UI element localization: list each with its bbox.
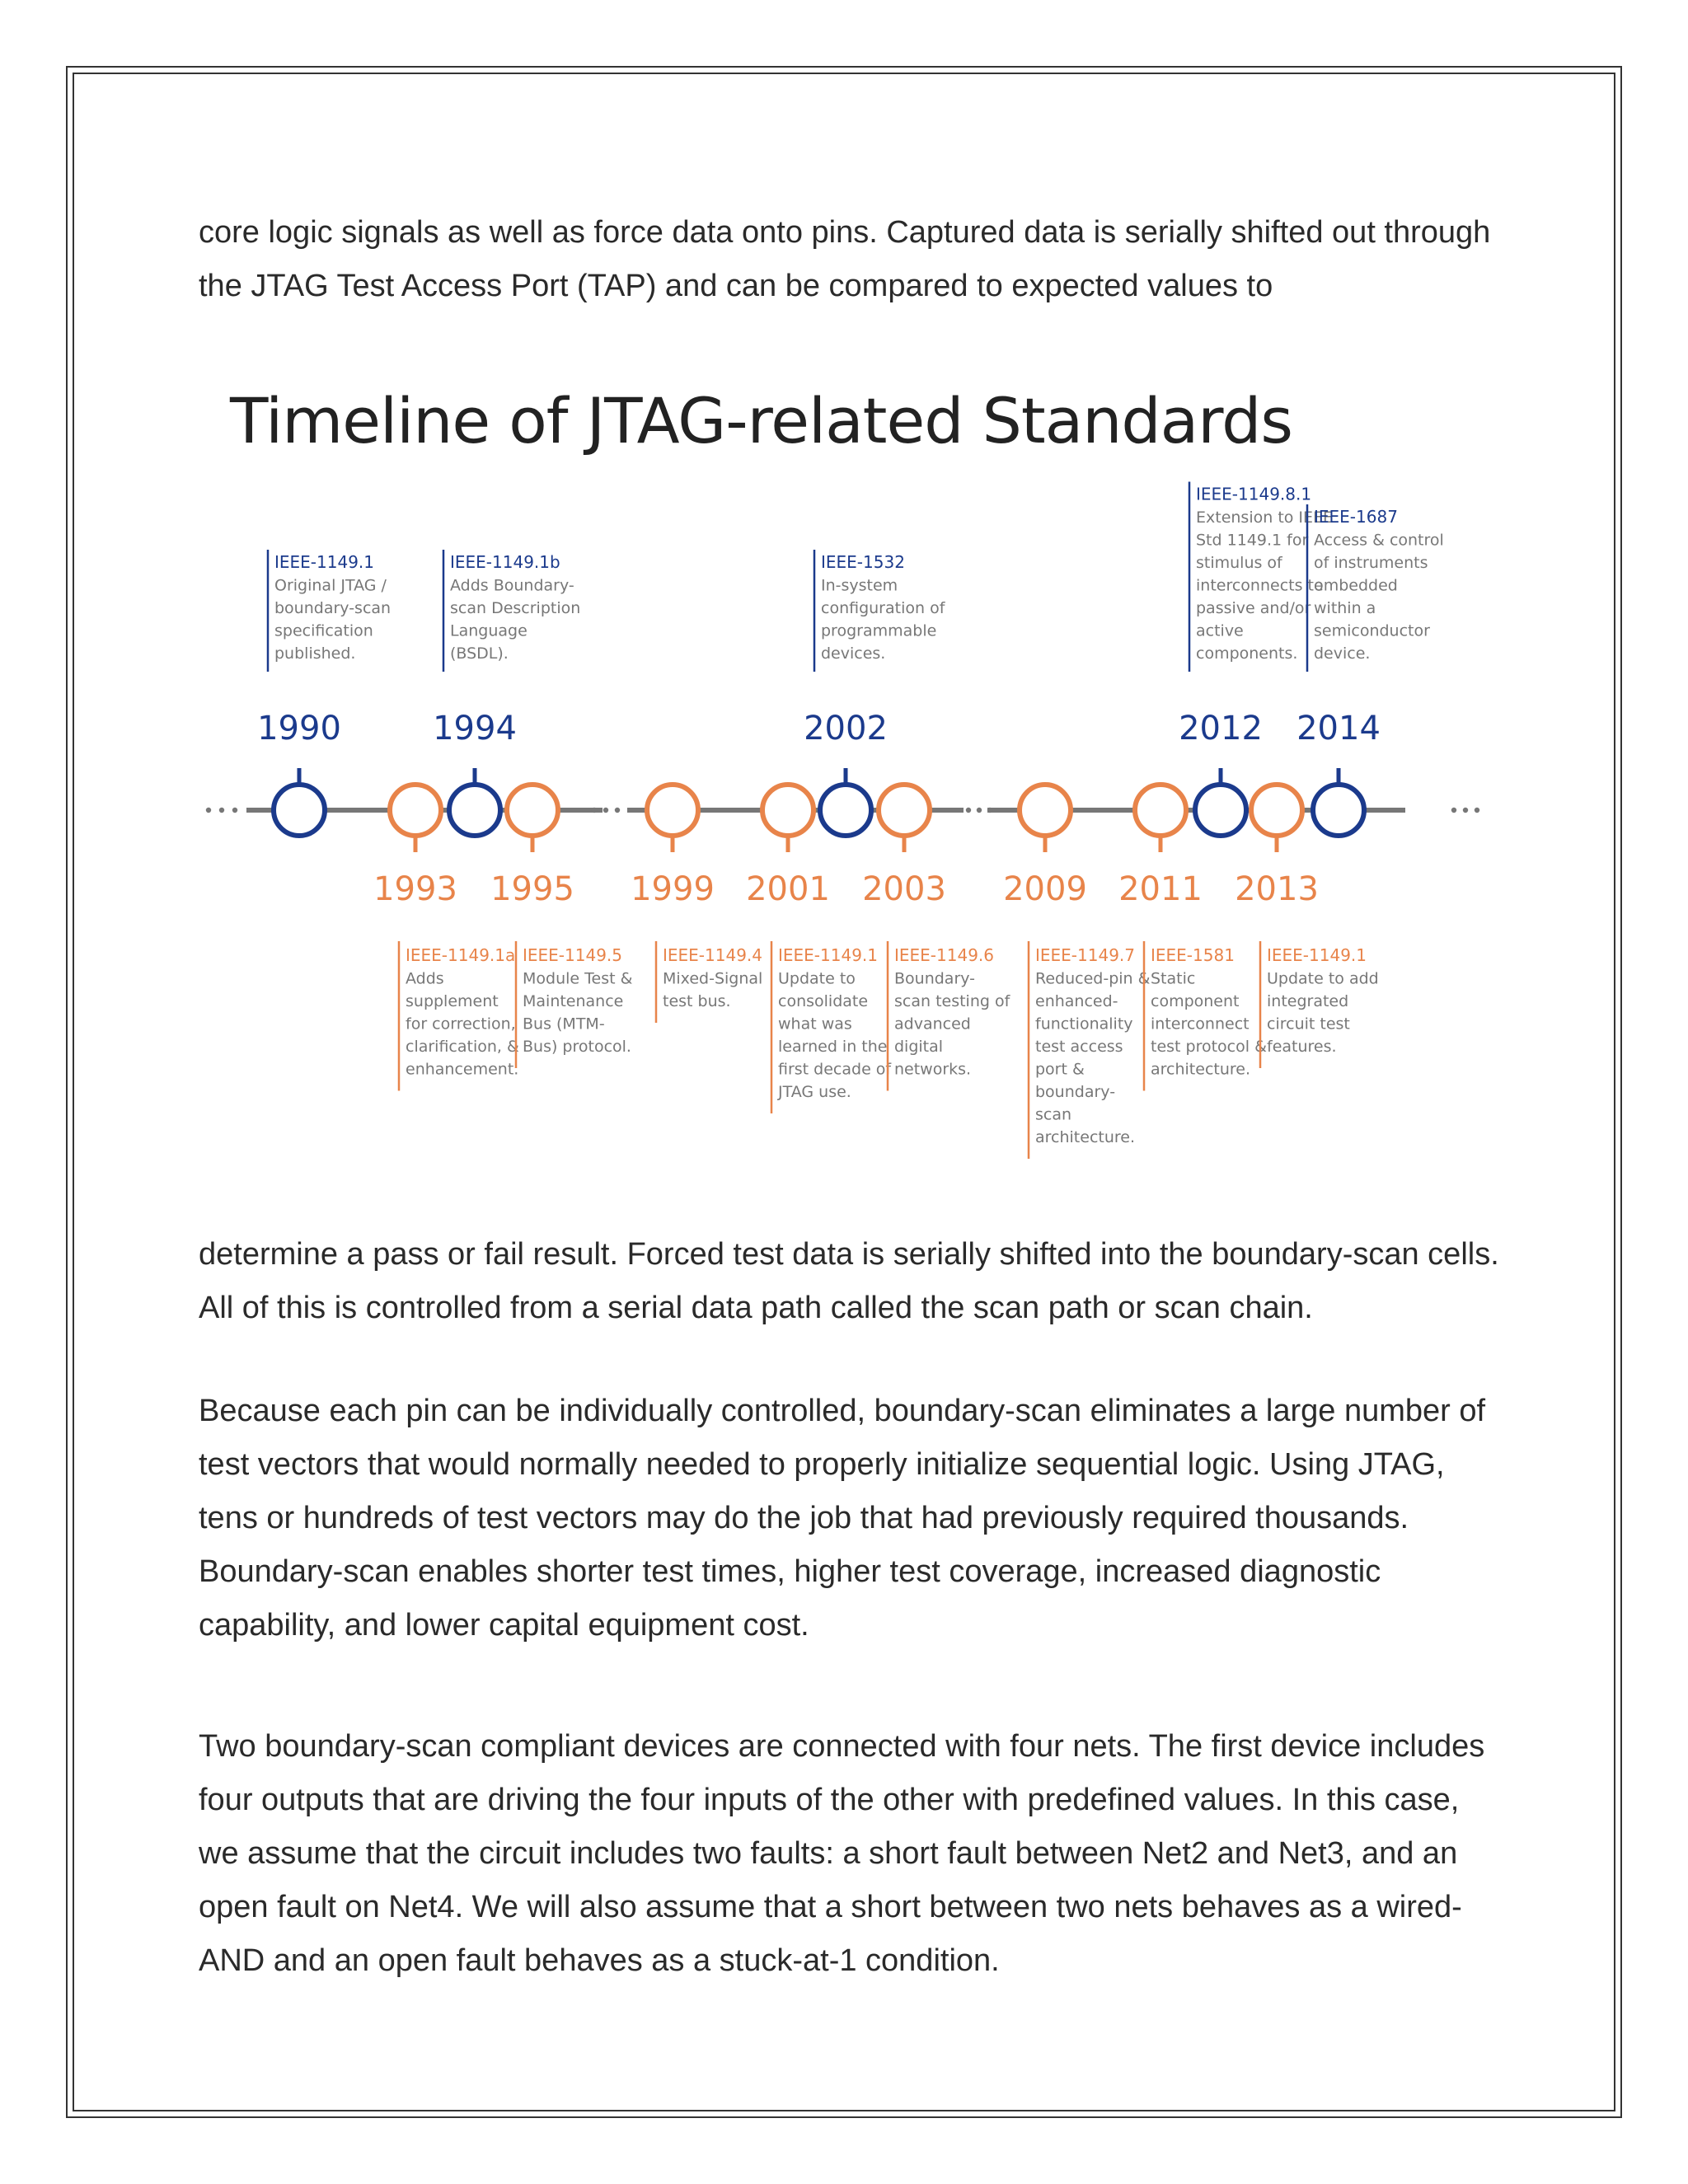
standard-description-line: interconnects to [1196,576,1324,595]
orange-marker-1999 [647,785,698,836]
standard-description-line: Module Test & [523,969,633,988]
timeline-break-dot [592,808,597,813]
year-label-2014: 2014 [1296,710,1381,748]
standard-name: IEEE-1149.5 [523,945,623,965]
standard-description-line: interconnect [1151,1015,1250,1033]
standard-description-line: integrated [1267,992,1349,1010]
standard-description-line: Access & control [1314,531,1444,550]
orange-marker-2011 [1135,785,1186,836]
blue-marker-2012 [1195,785,1246,836]
standard-description-line: programmable [821,621,937,640]
standard-description-line: enhancement. [406,1060,519,1079]
standard-name: IEEE-1149.6 [894,945,995,965]
standard-description-line: Reduced-pin & [1035,969,1151,988]
year-label-2003: 2003 [862,870,946,908]
standard-description-line: Mixed-Signal [663,969,763,988]
blue-marker-1990 [274,785,325,836]
paragraph-pass-fail: determine a pass or fail result. Forced test data is serially shifted into the boundary-scan cells. All of this is controlled from a serial data path called the scan path or scan chain. [199,1237,1499,1325]
standard-name: IEEE-1149.4 [663,945,763,965]
standard-description-line: configuration of [821,599,945,617]
standard-description-line: scan [1035,1105,1072,1124]
standard-description-line: port & [1035,1060,1085,1079]
standard-description-line: test access [1035,1038,1123,1056]
standard-description-line: Static [1151,969,1196,988]
year-label-2011: 2011 [1118,870,1203,908]
figure-title: Timeline of JTAG-related Standards [230,384,1292,457]
standard-description-line: advanced [894,1015,971,1033]
standard-description-line: circuit test [1267,1015,1350,1033]
orange-marker-2003 [879,785,930,836]
standard-description-line: semiconductor [1314,621,1430,640]
standard-description-line: consolidate [778,992,869,1010]
standard-description-line: first decade of [778,1060,892,1079]
timeline-break-dot [987,808,992,813]
blue-marker-1994 [449,785,500,836]
standard-description-line: Update to add [1267,969,1379,988]
blue-marker-2002 [820,785,871,836]
paragraph-intro: core logic signals as well as force data onto pins. Captured data is serially shifted out through the JTAG Test Access Port (TAP) and can be compared to expected values to [199,215,1491,303]
standard-description-line: In-system [821,576,898,595]
standard-description-line: clarification, & [406,1038,519,1056]
standard-description-line: Bus) protocol. [523,1038,631,1056]
orange-marker-1993 [390,785,441,836]
standard-description-line: JTAG use. [778,1083,851,1101]
timeline-break-dot [603,808,608,813]
standard-description-line: functionality [1035,1015,1133,1033]
timeline-break-dot [977,808,982,813]
year-label-1990: 1990 [257,710,341,748]
standard-description-line: features. [1267,1038,1337,1056]
year-label-2012: 2012 [1179,710,1263,748]
standard-description-line: Adds [406,969,444,988]
orange-marker-2009 [1020,785,1071,836]
standard-description-line: Maintenance [523,992,624,1010]
timeline-break-dot [1451,808,1456,813]
year-label-1993: 1993 [373,870,457,908]
standard-description-line: Extension to IEEE [1196,509,1334,527]
year-label-1999: 1999 [631,870,715,908]
standard-description-line: (BSDL). [450,644,509,663]
timeline-break-dot [1475,808,1479,813]
standard-name: IEEE-1149.1a [406,945,516,965]
standard-description-line: boundary- [1035,1083,1116,1101]
standard-description-line: Bus (MTM- [523,1015,605,1033]
standard-name: IEEE-1149.1 [1267,945,1367,965]
standard-description-line: boundary-scan [274,599,392,617]
standard-description-line: for correction, [406,1015,516,1033]
standard-description-line: devices. [821,644,886,663]
timeline-break-dot [615,808,620,813]
year-label-2013: 2013 [1235,870,1319,908]
standard-name: IEEE-1149.1 [778,945,879,965]
standard-description-line: published. [274,644,356,663]
standard-description-line: stimulus of [1196,554,1282,572]
paragraph-benefits: Because each pin can be individually controlled, boundary-scan eliminates a large number of test vectors that would normally needed to properly initialize sequential logic. Using JTAG, tens or hundreds of test vectors may do the job that had previously required thousands. Boundary-scan enables shorter test times, higher test coverage, increased diagnostic capability, and lower capital equipment cost. [199,1394,1486,1643]
standard-name: IEEE-1149.1 [274,552,375,572]
timeline-break-dot [1463,808,1468,813]
timeline-figure [199,363,1501,1179]
standard-name: IEEE-1581 [1151,945,1235,965]
standard-description-line: embedded [1314,576,1398,595]
year-label-1994: 1994 [433,710,517,748]
blue-marker-2014 [1313,785,1364,836]
standard-name: IEEE-1149.7 [1035,945,1136,965]
standard-description-line: component [1151,992,1240,1010]
standard-description-line: test protocol & [1151,1038,1267,1056]
year-label-2002: 2002 [804,710,888,748]
standard-description-line: Language [450,621,528,640]
year-label-1995: 1995 [490,870,574,908]
timeline-break-dot [206,808,211,813]
standard-description-line: components. [1196,644,1298,663]
timeline-break-dot [232,808,237,813]
standard-description-line: within a [1314,599,1376,617]
standard-description-line: architecture. [1035,1128,1136,1146]
timeline-break-dot [219,808,224,813]
standard-description-line: what was [778,1015,852,1033]
standard-description-line: architecture. [1151,1060,1251,1079]
standard-description-line: of instruments [1314,554,1428,572]
standard-description-line: Boundary- [894,969,976,988]
orange-marker-1995 [507,785,558,836]
standard-description-line: Adds Boundary- [450,576,574,595]
standard-name: IEEE-1149.1b [450,552,560,572]
paragraph-fault-example: Two boundary-scan compliant devices are connected with four nets. The first device includes four outputs that are driving the four inputs of the other with predefined values. In this case, we assume that the circuit includes two faults: a short fault between Net2 and Net3, and an open fault on Net4. We will also assume that a short between two nets behaves as a wired-AND and an open fault behaves as a stuck-at-1 condition. [199,1729,1485,1978]
timeline-graphic [199,363,1501,1179]
standard-name: IEEE-1149.8.1 [1196,484,1312,504]
year-label-2001: 2001 [746,870,830,908]
standard-description-line: Std 1149.1 for [1196,531,1309,550]
standard-description-line: scan Description [450,599,581,617]
standard-description-line: active [1196,621,1244,640]
standard-description-line: passive and/or [1196,599,1311,617]
orange-marker-2001 [762,785,814,836]
standard-description-line: supplement [406,992,499,1010]
year-label-2009: 2009 [1003,870,1087,908]
standard-description-line: device. [1314,644,1371,663]
standard-description-line: learned in the [778,1038,888,1056]
standard-name: IEEE-1532 [821,552,905,572]
standard-description-line: test bus. [663,992,731,1010]
standard-description-line: specification [274,621,373,640]
standard-description-line: digital [894,1038,944,1056]
standard-name: IEEE-1687 [1314,507,1398,527]
standard-description-line: enhanced- [1035,992,1118,1010]
orange-marker-2013 [1251,785,1302,836]
standard-description-line: Original JTAG / [274,576,387,595]
standard-description-line: networks. [894,1060,972,1079]
standard-description-line: Update to [778,969,856,988]
timeline-break-dot [966,808,971,813]
standard-description-line: scan testing of [894,992,1010,1010]
